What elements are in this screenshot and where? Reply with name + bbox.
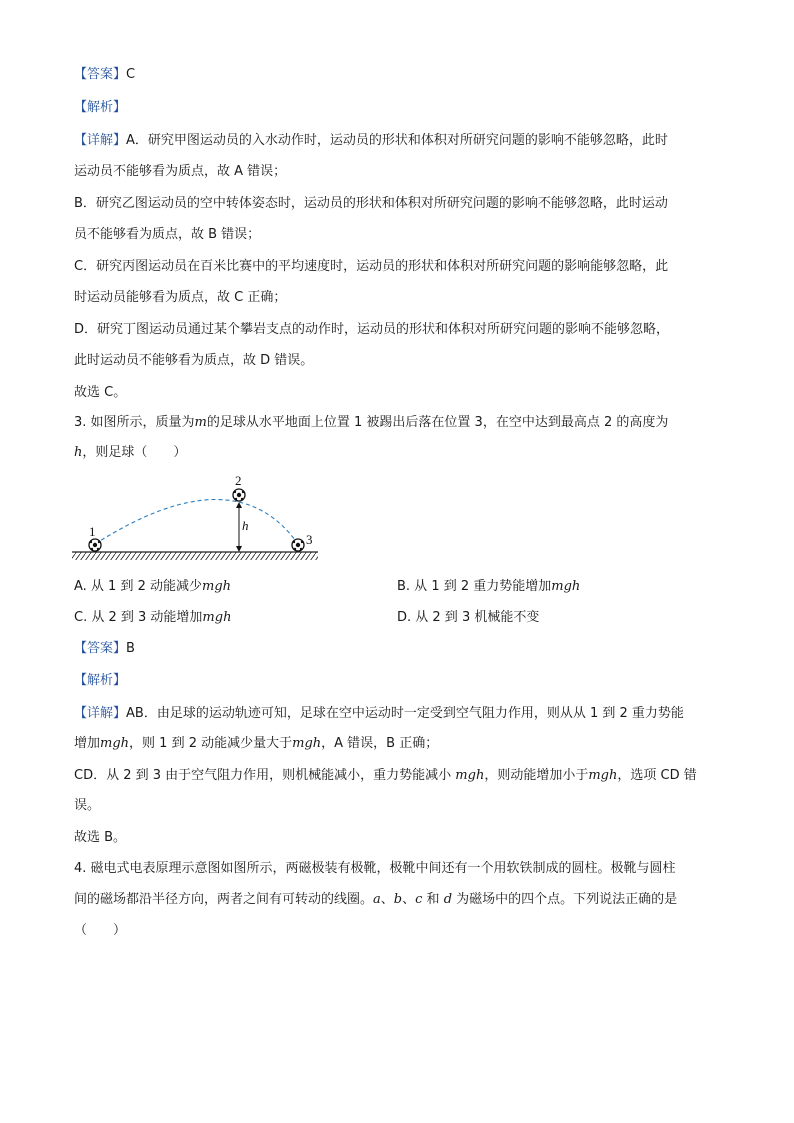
var-c: c [415,892,423,907]
option-d-text: D. 从 2 到 3 机械能不变 [397,610,540,625]
q3-detail-text-2b: ，则 1 到 2 动能减少量大于 [129,736,293,751]
label-3: 3 [306,532,313,547]
q3-stem-line-2 [74,444,186,462]
q3-detail-line-1 [74,705,684,723]
var-mgh: mgh [292,736,322,751]
q4-stem-line-3: （ ） [74,923,127,938]
q2-detail-line-7: D．研究丁图运动员通过某个攀岩支点的动作时，运动员的形状和体积对所研究问题的影响不能够忽略， [74,322,670,337]
option-a[interactable] [74,578,231,596]
var-mgh: mgh [551,579,581,594]
q3-detail-text-2c: ，A 错误，B 正确； [321,736,439,751]
q2-detail-line-1 [74,132,668,150]
sep: 、 [402,892,416,907]
var-mgh: mgh [202,579,232,594]
option-c-text: C. 从 2 到 3 动能增加 [74,610,203,625]
q3-answer-line [74,640,135,658]
q3-detail-text: AB．由足球的运动轨迹可知，足球在空中运动时一定受到空气阻力作用，则从从 1 到 2 重力势能 [126,706,684,721]
q3-analysis-line [74,672,126,690]
q3-detail-line-4: 误。 [74,798,101,813]
q3-detail-text-3b: ，则动能增加小于 [484,768,589,783]
q4-stem-line-1: 4. 磁电式电表原理示意图如图所示，两磁极装有极靴，极靴中间还有一个用软铁制成的圆柱。极靴与圆柱 [74,861,676,876]
answer-label: 【答案】 [74,641,127,656]
var-mgh: mgh [455,768,485,783]
q2-detail-line-3: B．研究乙图运动员的空中转体姿态时，运动员的形状和体积对所研究问题的影响不能够忽略，此时运动 [74,196,668,211]
label-1: 1 [89,524,96,539]
q3-stem-line-1 [74,414,668,432]
q2-detail-line-8: 此时运动员不能够看为质点，故 D 错误。 [74,353,314,368]
option-a-text: A. 从 1 到 2 动能减少 [74,579,203,594]
q3-detail-text-3c: ，选项 CD 错 [617,768,697,783]
q4-text-2b: 为磁场中的四个点。下列说法正确的是 [452,892,678,907]
q2-detail-line-5: C．研究丙图运动员在百米比赛中的平均速度时，运动员的形状和体积对所研究问题的影响能够忽略，此 [74,259,669,274]
option-c[interactable] [74,609,231,627]
var-b: b [393,892,403,907]
detail-label: 【详解】 [74,706,127,721]
q3-detail-line-2 [74,735,438,753]
q2-detail-line-6: 时运动员能够看为质点，故 C 正确； [74,290,287,305]
label-2: 2 [235,473,242,488]
var-mgh: mgh [588,768,618,783]
q3-stem-text-2: 的足球从水平地面上位置 1 被踢出后落在位置 3，在空中达到最高点 2 的高度为 [206,415,669,430]
q2-text: A．研究甲图运动员的入水动作时，运动员的形状和体积对所研究问题的影响不能够忽略，此时 [126,133,668,148]
option-d[interactable] [397,609,539,627]
q4-stem-line-2 [74,891,677,909]
q2-detail-line-4: 员不能够看为质点，故 B 错误； [74,227,261,242]
ball-3 [292,539,304,551]
var-mgh: mgh [202,610,232,625]
detail-label: 【详解】 [74,133,127,148]
q3-trajectory-figure [70,470,330,565]
q3-stem-text: 3. 如图所示，质量为 [74,415,195,430]
var-a: a [373,892,381,907]
q2-detail-line-2: 运动员不能够看为质点，故 A 错误； [74,164,287,179]
label-h: h [242,518,249,533]
q4-text-2a: 间的磁场都沿半径方向，两者之间有可转动的线圈。 [74,892,374,907]
ground-hatch [72,552,318,560]
q3-stem-text-3: ，则足球（ ） [82,445,187,460]
var-h: h [74,445,83,460]
q2-answer-line [74,66,135,84]
conj-and: 和 [422,892,444,907]
analysis-label: 【解析】 [74,673,127,688]
analysis-label: 【解析】 [74,100,127,115]
q3-conclusion: 故选 B。 [74,830,127,845]
var-mgh: mgh [100,736,130,751]
sep: 、 [380,892,394,907]
answer-label: 【答案】 [74,67,127,82]
q2-analysis-line [74,99,126,117]
q2-conclusion: 故选 C。 [74,385,127,400]
q3-detail-text-2a: 增加 [74,736,101,751]
option-b-text: B. 从 1 到 2 重力势能增加 [397,579,552,594]
var-m: m [194,415,207,430]
q3-detail-text-3a: CD．从 2 到 3 由于空气阻力作用，则机械能减小，重力势能减小 [74,768,456,783]
trajectory-curve [95,500,298,545]
q3-detail-line-3 [74,767,697,785]
ball-2 [233,489,245,501]
option-b[interactable] [397,578,580,596]
answer-value: C [126,67,136,82]
ball-1 [89,539,101,551]
answer-value: B [126,641,135,656]
var-d: d [443,892,453,907]
height-arrow-head-bottom [236,546,242,552]
